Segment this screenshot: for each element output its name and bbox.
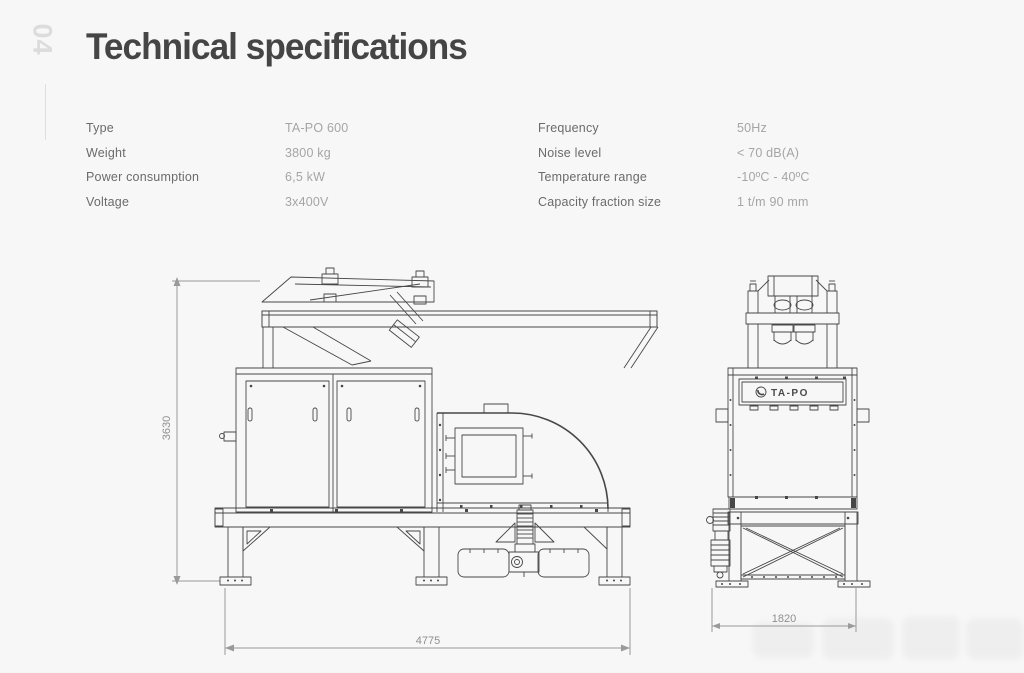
spec-label: Voltage [86,194,130,209]
page-number: 04 [27,23,58,56]
spec-value: TA-PO 600 [285,121,349,135]
spec-value: 1 t/m 90 mm [737,194,809,209]
side-view-bolts [227,385,622,582]
spec-value: < 70 dB(A) [737,145,800,160]
spec-value: 3800 kg [285,145,331,160]
dimension-height-label: 3630 [161,415,173,441]
spec-label: Power consumption [86,170,200,184]
dimension-arrows [174,277,857,652]
front-view-bolts [721,377,863,586]
spec-label: Temperature range [538,170,648,184]
spec-value: 6,5 kW [285,170,326,184]
spec-label: Noise level [538,145,602,160]
page-title: Technical specifications [86,26,467,67]
side-view-drawing [215,268,658,585]
spec-value: -10ºC - 40ºC [737,170,810,184]
spec-value: 3x400V [285,194,329,209]
spec-value: 50Hz [737,121,767,135]
dimension-width-label: 1820 [771,613,797,625]
spec-label: Type [86,121,114,135]
dimension-lines [172,281,856,655]
machine-logo: TA-PO [771,388,809,399]
dimension-length-label: 4775 [415,635,441,647]
spec-label: Weight [86,145,126,160]
spec-label: Capacity fraction size [538,194,662,209]
front-view-drawing [707,276,871,587]
spec-label: Frequency [538,121,599,135]
